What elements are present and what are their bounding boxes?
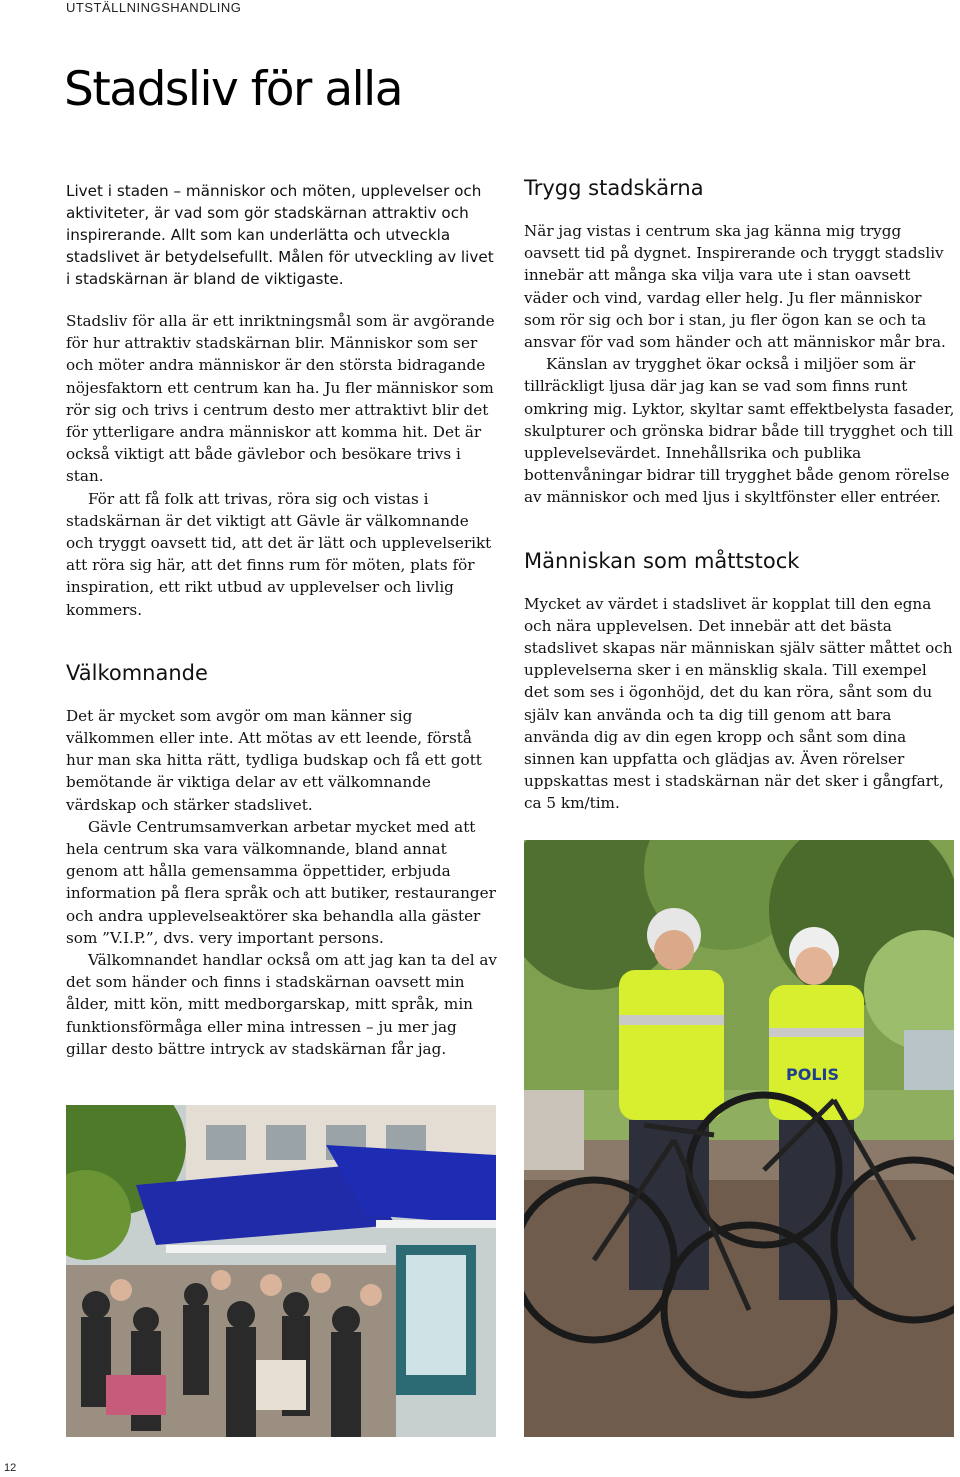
body-paragraph: Mycket av värdet i stadslivet är kopplat till den egna och nära upplevelsen. Det innebär att det bästa stadslivet skapas när människan själv sätter måttet och upplevelserna sker i en mänsklig skala. Till exempel det som ses i ögonhöjd, det du kan röra, sånt som du själv kan använda och ta dig till genom att bara använda dig av din egen kropp och sånt som dina sinnen kan uppfatta och glädjas av. Även rörelser uppskattas mest i stadskärnan när det sker i gångfart, ca 5 km/tim. (524, 594, 953, 813)
intro-text (66, 310, 498, 621)
body-paragraph: Det är mycket som avgör om man känner sig välkommen eller inte. Att mötas av ett leende, förstå hur man ska hitta rätt, tydliga budskap och få ett gott bemötande är viktiga delar av ett välkomnande värdskap och stärker stadslivet. (66, 706, 482, 814)
photo-police-bicycles (524, 840, 954, 1437)
vest-text: POLIS (786, 1065, 839, 1084)
heading-trygg-stadskarna: Trygg stadskärna (524, 176, 704, 200)
body-paragraph: När jag vistas i centrum ska jag känna mig trygg oavsett tid på dygnet. Inspirerande och tryggt stadsliv innebär att många ska vilja vara ute i stan oavsett väder och vind, vardag eller helg. Ju fler människor som rör sig och bor i stan, ju fler ögon kan se och ta ansvar för vad som händer och att människor mår bra. (524, 222, 946, 352)
trygg-text (524, 220, 956, 509)
section-tag: UTSTÄLLNINGSHANDLING (66, 0, 242, 15)
heading-valkomnande: Välkomnande (66, 660, 208, 685)
police-photo-illustration (524, 840, 954, 1437)
body-paragraph: Gävle Centrumsamverkan arbetar mycket med att hela centrum ska vara välkomnande, bland annat genom att hålla gemensamma öppettider, erbjuda information på flera språk och att butiker, restauranger och andra upplevelseaktörer ska behandla alla gäster som ”V.I.P.”, dvs. very important persons. (66, 817, 496, 947)
page-title: Stadsliv för alla (64, 62, 403, 117)
body-paragraph: Välkomnandet handlar också om att jag kan ta del av det som händer och finns i stadskärnan oavsett min ålder, mitt kön, mitt medborgarskap, mitt språk, min funktionsförmåga eller mina intressen – ju mer jag gillar desto bättre intryck av stadskärnan får jag. (66, 951, 498, 1058)
page-number: 12 (4, 1462, 17, 1474)
left-column (66, 180, 498, 1060)
body-paragraph: Känslan av trygghet ökar också i miljöer som är tillräckligt ljusa där jag kan se vad som finns runt omkring mig. Lyktor, skyltar samt effektbelysta fasader, skulpturer och grönska bidrar både till trygghet och till upplevelsevärdet. Innehållsrika och publika bottenvåningar bidrar till trygghet både genom rörelse av människor och med ljus i skyltfönster eller entréer. (524, 355, 955, 507)
lead-paragraph: Livet i staden – människor och möten, upplevelser och aktiviteter, är vad som gör stadskärnan attraktiv och inspirerande. Allt som kan underlätta och utveckla stadslivet är betydelsefullt. Målen för utveckling av livet i stadskärnan är bland de viktigaste. (66, 182, 494, 288)
mattstock-text (524, 593, 956, 815)
photo-market-tents (66, 1105, 496, 1437)
market-photo-illustration (66, 1105, 496, 1437)
heading-manniskan-som-mattstock: Människan som måttstock (524, 548, 800, 573)
intro-paragraph: För att få folk att trivas, röra sig och vistas i stadskärnan är det viktigt att Gävle är välkomnande och tryggt oavsett tid, att det är lätt och upplevelserikt att röra sig här, att det finns rum för möten, plats för inspiration, ett rikt utbud av upplevelser och livlig kommers. (66, 489, 492, 619)
valkomnande-text (66, 705, 498, 1060)
intro-paragraph: Stadsliv för alla är ett inriktningsmål som är avgörande för hur attraktiv stadskärnan blir. Människor som ser och möter andra människor är den största bidragande nöjesfaktorn ett centrum kan ha. Ju fler människor som rör sig och trivs i centrum desto mer attraktivt blir det för ytterligare andra människor att komma hit. Det är också viktigt att både gävlebor och besökare trivs i stan. (66, 312, 495, 486)
right-column (524, 176, 956, 815)
